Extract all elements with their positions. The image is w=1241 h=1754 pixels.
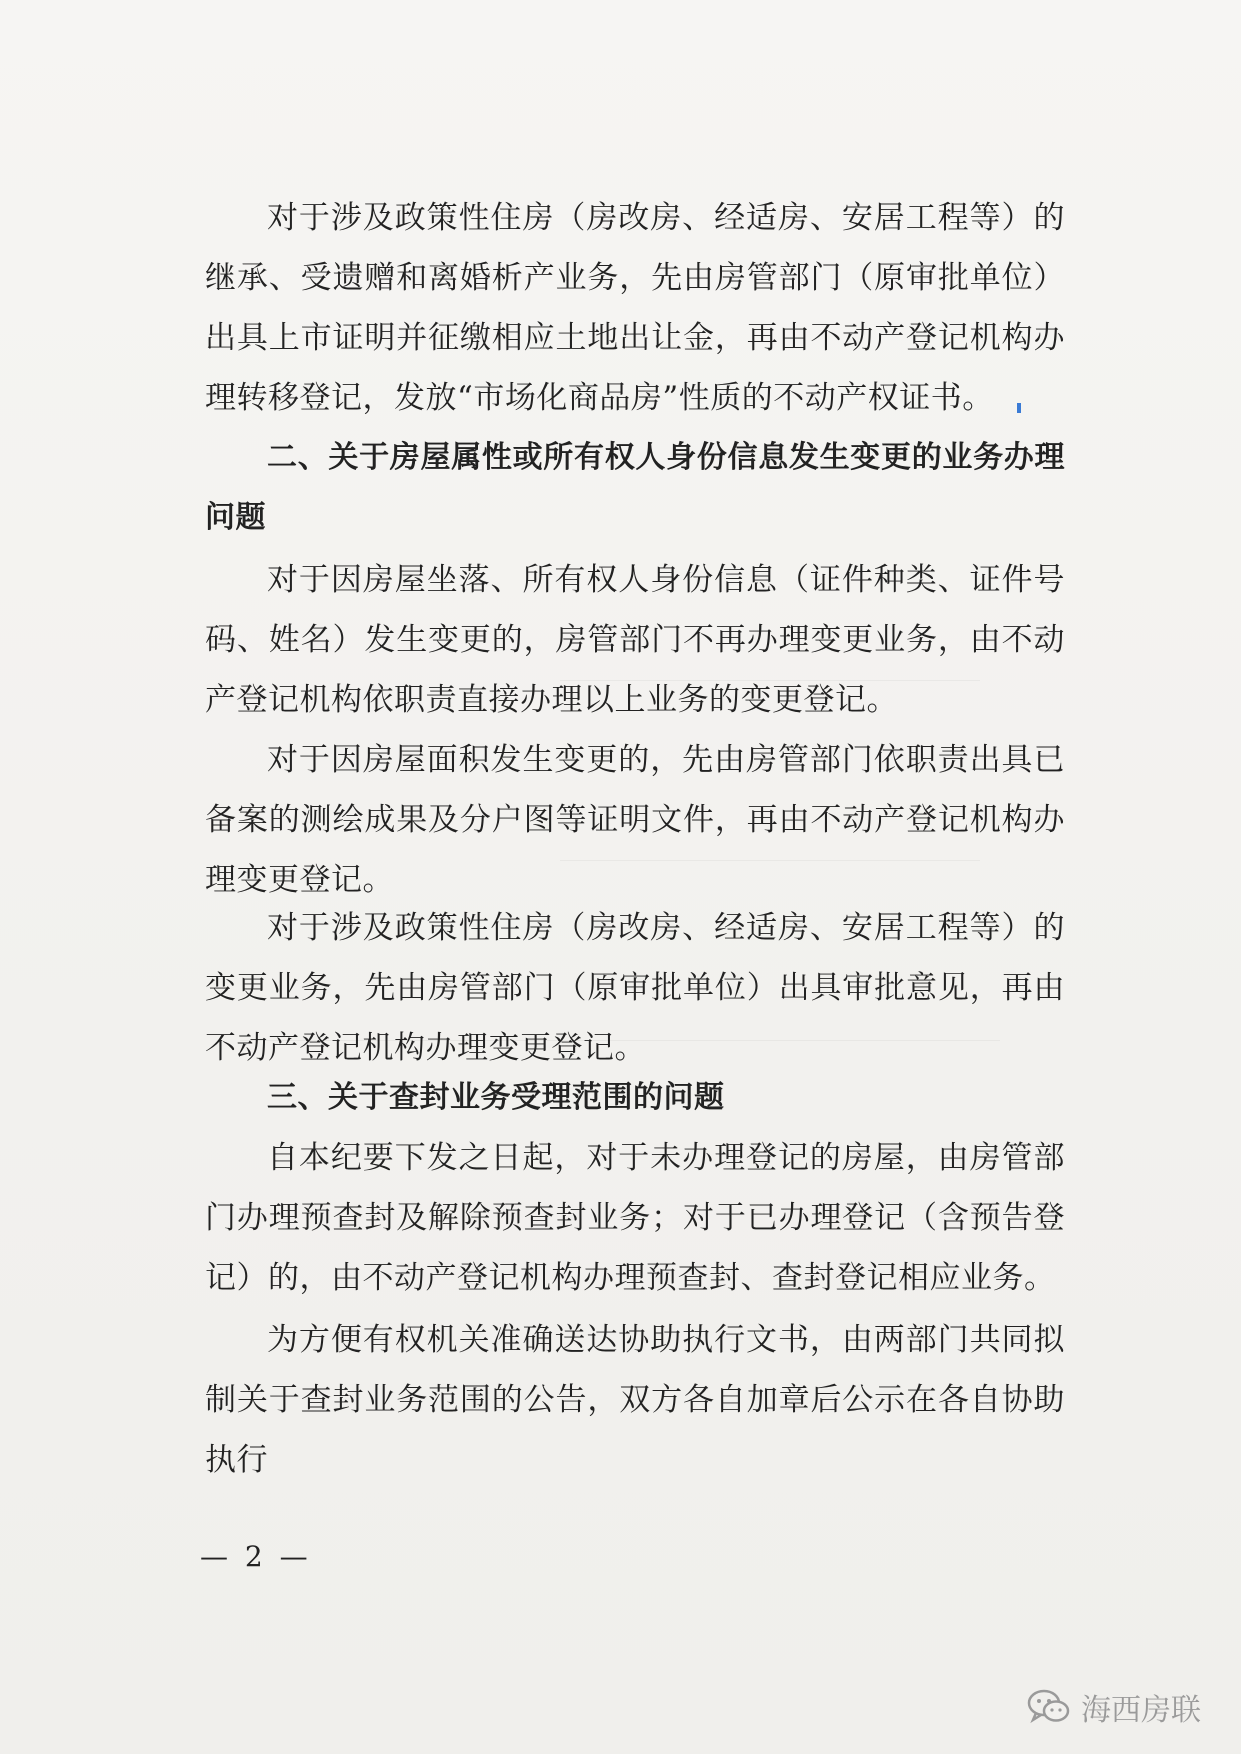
- paragraph-announcement: 为方便有权机关准确送达协助执行文书，由两部门共同拟制关于查封业务范围的公告，双方各自加章后公示在各自协助执行: [205, 1322, 1065, 1478]
- section-heading-2: 二、关于房屋属性或所有权人身份信息发生变更的业务办理问题: [205, 440, 1065, 535]
- wechat-icon: [1027, 1688, 1071, 1726]
- paragraph-area-change: 对于因房屋面积发生变更的，先由房管部门依职责出具已备案的测绘成果及分户图等证明文件，再由不动产登记机构办理变更登记。: [205, 742, 1065, 898]
- paragraph-seizure-scope: 自本纪要下发之日起，对于未办理登记的房屋，由房管部门办理预查封及解除预查封业务；对于已办理登记（含预告登记）的，由不动产登记机构办理预查封、查封登记相应业务。: [205, 1140, 1065, 1296]
- page-number: — 2 —: [200, 1540, 312, 1573]
- watermark: [1027, 1685, 1201, 1729]
- blue-mark: [1017, 403, 1021, 413]
- paragraph-inheritance: 对于涉及政策性住房（房改房、经适房、安居工程等）的继承、受遗赠和离婚析产业务，先由房管部门（原审批单位）出具上市证明并征缴相应土地出让金，再由不动产登记机构办理转移登记，发放“市场化商品房”性质的不动产权证书。: [205, 200, 1065, 416]
- section-heading-3: 三、关于查封业务受理范围的问题: [267, 1080, 725, 1115]
- paragraph-identity-change: 对于因房屋坐落、所有权人身份信息（证件种类、证件号码、姓名）发生变更的，房管部门不再办理变更业务，由不动产登记机构依职责直接办理以上业务的变更登记。: [205, 562, 1065, 718]
- paragraph-policy-housing-change: 对于涉及政策性住房（房改房、经适房、安居工程等）的变更业务，先由房管部门（原审批单位）出具审批意见，再由不动产登记机构办理变更登记。: [205, 910, 1065, 1066]
- watermark-label: 海西房联: [1081, 1693, 1201, 1728]
